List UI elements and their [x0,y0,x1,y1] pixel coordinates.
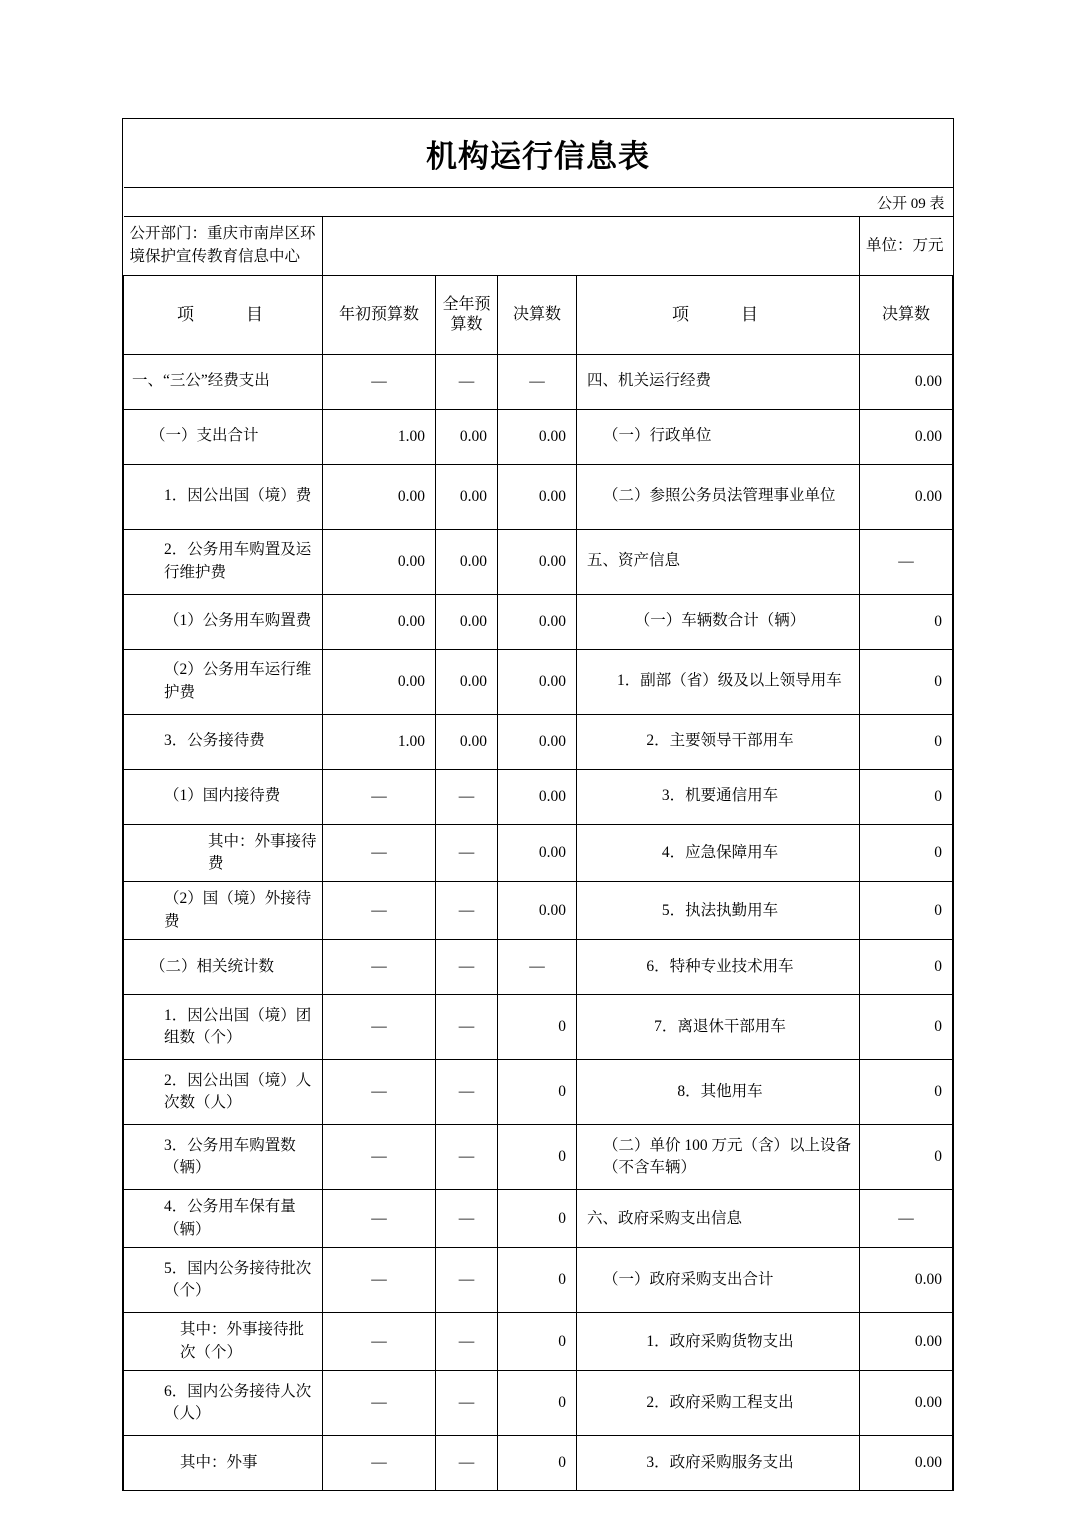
cell-c1: — [323,769,436,824]
table-row [124,1190,953,1248]
row-label-right: （二）单价 100 万元（含）以上设备（不含车辆） [577,1125,860,1190]
row-label-left: 3．公务接待费 [124,714,323,769]
cell-c3: 0 [498,1436,577,1491]
header-right-final: 决算数 [860,275,953,354]
cell-c2: 0.00 [436,714,498,769]
cell-c4: 0 [860,882,953,940]
header-final-amount: 决算数 [498,275,577,354]
cell-c3: 0 [498,1190,577,1248]
row-label-left: 1．因公出国（境）费 [124,464,323,529]
cell-c2: — [436,1436,498,1491]
row-label-left: 3．公务用车购置数（辆） [124,1125,323,1190]
row-label-left: （2）国（境）外接待费 [124,882,323,940]
table-row [124,1371,953,1436]
row-label-right: 四、机关运行经费 [577,354,860,409]
header-year-budget: 全年预算数 [436,275,498,354]
cell-c3: 0 [498,1313,577,1371]
table-row [124,1248,953,1313]
row-label-left: 其中：外事接待批次（个） [124,1313,323,1371]
row-label-left: 6．国内公务接待人次（人） [124,1371,323,1436]
form-code-row [124,188,953,217]
table-row [124,649,953,714]
unit-label: 单位：万元 [860,217,953,276]
cell-c3: 0 [498,1248,577,1313]
row-label-left: （1）公务用车购置费 [124,594,323,649]
row-label-right: （一）行政单位 [577,409,860,464]
table-row [124,354,953,409]
department-label: 公开部门：重庆市南岸区环境保护宣传教育信息中心 [124,217,323,276]
cell-c1: — [323,1248,436,1313]
table-row [124,409,953,464]
cell-c1: — [323,354,436,409]
row-label-right: 1．副部（省）级及以上领导用车 [577,649,860,714]
title-row [124,119,953,188]
table-row [124,940,953,995]
cell-c4: 0.00 [860,409,953,464]
cell-c3: 0 [498,1060,577,1125]
cell-c3: — [498,354,577,409]
row-label-right: 1．政府采购货物支出 [577,1313,860,1371]
cell-c4: 0.00 [860,1248,953,1313]
cell-c4: 0.00 [860,1371,953,1436]
row-label-right: 5．执法执勤用车 [577,882,860,940]
cell-c2: — [436,1190,498,1248]
cell-c4: 0 [860,594,953,649]
cell-c4: 0.00 [860,1436,953,1491]
row-label-left: （一）支出合计 [124,409,323,464]
table-row [124,995,953,1060]
cell-c2: — [436,1060,498,1125]
row-label-left: 2．因公出国（境）人次数（人） [124,1060,323,1125]
cell-c3: 0.00 [498,594,577,649]
cell-c2: 0.00 [436,594,498,649]
header-left-item: 项 目 [124,275,323,354]
table-row [124,714,953,769]
cell-c1: — [323,1371,436,1436]
cell-c3: 0.00 [498,409,577,464]
row-label-right: （一）车辆数合计（辆） [577,594,860,649]
cell-c1: — [323,995,436,1060]
row-label-left: 5．国内公务接待批次（个） [124,1248,323,1313]
cell-c2: 0.00 [436,529,498,594]
cell-c1: 0.00 [323,529,436,594]
row-label-right: （二）参照公务员法管理事业单位 [577,464,860,529]
page-title: 机构运行信息表 [124,119,953,188]
row-label-left: 1．因公出国（境）团组数（个） [124,995,323,1060]
cell-c1: — [323,1313,436,1371]
cell-c1: 1.00 [323,409,436,464]
cell-c2: 0.00 [436,464,498,529]
cell-c4: 0 [860,649,953,714]
cell-c2: — [436,354,498,409]
column-header-row [124,275,953,354]
row-label-right: 6．特种专业技术用车 [577,940,860,995]
cell-c2: — [436,824,498,882]
cell-c2: — [436,1313,498,1371]
row-label-left: 4．公务用车保有量（辆） [124,1190,323,1248]
row-label-left: 其中：外事 [124,1436,323,1491]
cell-c1: — [323,940,436,995]
department-row [124,217,953,276]
cell-c2: 0.00 [436,409,498,464]
cell-c1: — [323,824,436,882]
cell-c3: 0 [498,1371,577,1436]
cell-c2: — [436,1248,498,1313]
cell-c2: 0.00 [436,649,498,714]
table-row [124,1313,953,1371]
cell-c1: — [323,1060,436,1125]
row-label-right: 2．政府采购工程支出 [577,1371,860,1436]
row-label-right: 3．机要通信用车 [577,769,860,824]
row-label-right: （一）政府采购支出合计 [577,1248,860,1313]
cell-c1: 0.00 [323,594,436,649]
cell-c4: 0 [860,824,953,882]
cell-c4: — [860,1190,953,1248]
table-row [124,769,953,824]
table-row [124,824,953,882]
header-spacer [323,217,860,276]
header-begin-budget: 年初预算数 [323,275,436,354]
row-label-right: 3．政府采购服务支出 [577,1436,860,1491]
row-label-right: 4．应急保障用车 [577,824,860,882]
cell-c4: 0 [860,940,953,995]
budget-disclosure-table [122,118,954,1491]
row-label-left: （2）公务用车运行维护费 [124,649,323,714]
row-label-right: 2．主要领导干部用车 [577,714,860,769]
cell-c1: 0.00 [323,649,436,714]
table-row [124,529,953,594]
cell-c2: — [436,940,498,995]
row-label-left: 2．公务用车购置及运行维护费 [124,529,323,594]
cell-c4: 0.00 [860,464,953,529]
cell-c2: — [436,995,498,1060]
cell-c3: 0.00 [498,769,577,824]
cell-c2: — [436,882,498,940]
row-label-right: 8．其他用车 [577,1060,860,1125]
cell-c2: — [436,1371,498,1436]
table-row [124,1060,953,1125]
cell-c1: — [323,1436,436,1491]
cell-c3: 0.00 [498,529,577,594]
cell-c1: — [323,882,436,940]
row-label-left: 其中：外事接待费 [124,824,323,882]
cell-c1: 0.00 [323,464,436,529]
table-body [124,354,953,1491]
row-label-right: 五、资产信息 [577,529,860,594]
cell-c4: 0.00 [860,1313,953,1371]
cell-c2: — [436,1125,498,1190]
cell-c1: 1.00 [323,714,436,769]
cell-c3: 0 [498,1125,577,1190]
cell-c1: — [323,1125,436,1190]
cell-c1: — [323,1190,436,1248]
cell-c4: 0 [860,714,953,769]
form-code: 公开 09 表 [124,188,953,217]
cell-c4: — [860,529,953,594]
cell-c3: 0.00 [498,882,577,940]
row-label-right: 六、政府采购支出信息 [577,1190,860,1248]
cell-c3: 0.00 [498,824,577,882]
header-right-item: 项 目 [577,275,860,354]
cell-c3: 0.00 [498,649,577,714]
cell-c4: 0 [860,769,953,824]
row-label-left: （二）相关统计数 [124,940,323,995]
cell-c3: 0.00 [498,714,577,769]
cell-c3: 0.00 [498,464,577,529]
cell-c3: — [498,940,577,995]
table-row [124,464,953,529]
row-label-left: （1）国内接待费 [124,769,323,824]
table-row [124,1125,953,1190]
cell-c4: 0 [860,1125,953,1190]
table-root [123,119,953,1491]
cell-c4: 0 [860,995,953,1060]
table-row [124,882,953,940]
cell-c4: 0 [860,1060,953,1125]
cell-c2: — [436,769,498,824]
row-label-left: 一、“三公”经费支出 [124,354,323,409]
cell-c4: 0.00 [860,354,953,409]
cell-c3: 0 [498,995,577,1060]
table-row [124,1436,953,1491]
table-row [124,594,953,649]
row-label-right: 7．离退休干部用车 [577,995,860,1060]
